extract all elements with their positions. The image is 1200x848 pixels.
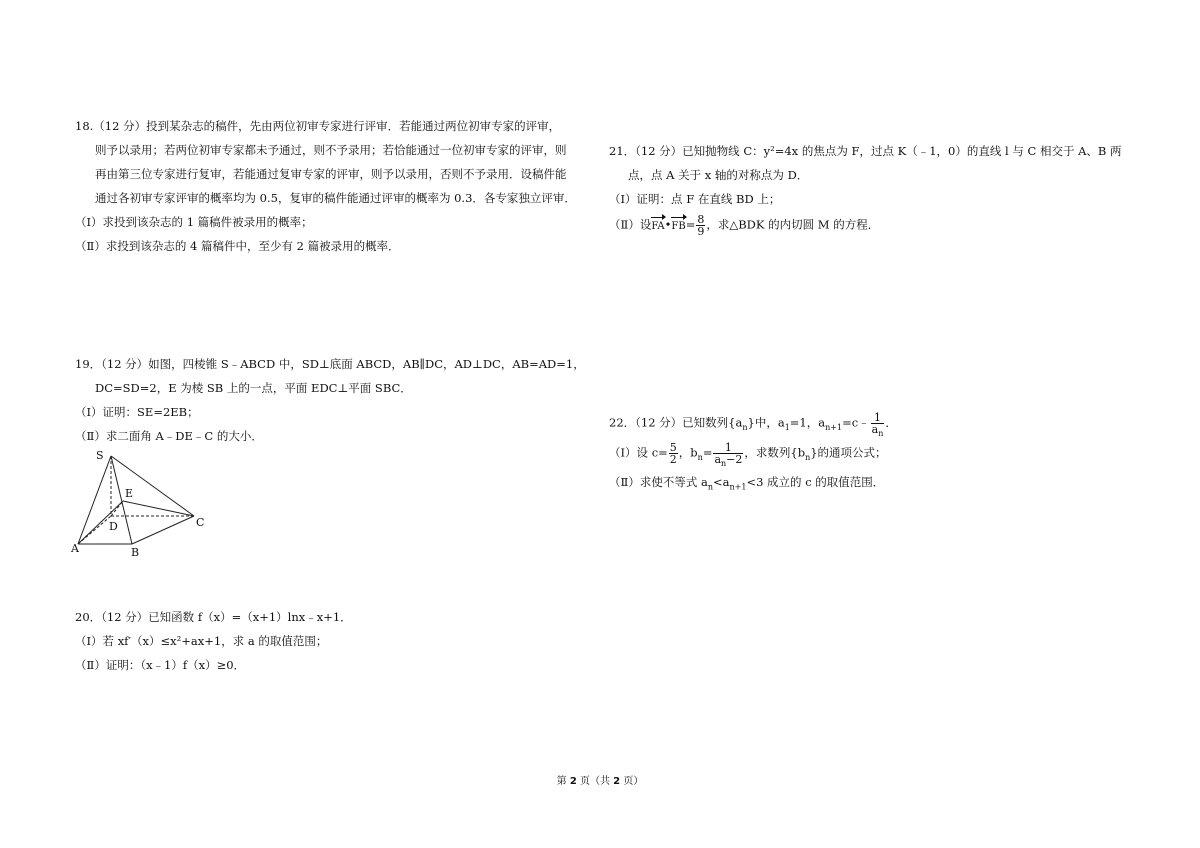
q22-header-prefix: 22．（12 分）已知数列{a — [609, 415, 743, 430]
q19-part-2: （Ⅱ）求二面角 A﹣DE﹣C 的大小． — [75, 429, 263, 443]
fraction-1-over-an — [871, 411, 885, 439]
q20-part-2: （Ⅱ）证明：（x﹣1）f（x）≥0． — [75, 658, 246, 672]
subscript-n: n — [742, 422, 748, 432]
subscript-n: n — [878, 429, 884, 439]
q21-part-2-suffix: ，求△BDK 的内切圆 M 的方程． — [706, 217, 880, 232]
fraction-numerator: 5 — [669, 441, 677, 454]
q22-header-mid2: =1，a — [789, 415, 826, 430]
fraction-5-2 — [669, 442, 678, 465]
label-E: E — [125, 487, 134, 500]
label-B: B — [131, 546, 140, 559]
page-footer — [0, 772, 1200, 787]
q18-part-1: （Ⅰ）求投到该杂志的 1 篇稿件被录用的概率； — [75, 215, 313, 229]
vector-FA: FA — [651, 216, 664, 235]
fraction-numerator: 1 — [871, 412, 885, 424]
denominator-minus-2: −2 — [726, 453, 743, 466]
fraction-denominator — [713, 453, 743, 469]
q22-part-2-prefix: （Ⅱ）求使不等式 a — [609, 475, 708, 489]
vector-FB: FB — [671, 216, 685, 235]
dot-operator: • — [664, 217, 672, 232]
q21-part-1: （Ⅰ）证明：点 F 在直线 BD 上； — [609, 192, 781, 206]
footer-prefix: 第 — [556, 776, 570, 787]
q22-part-2-post: <3 成立的 c 的取值范围． — [746, 475, 885, 489]
q21-part-2-prefix: （Ⅱ）设 — [609, 217, 652, 232]
fraction-8-9 — [696, 214, 705, 237]
equals-sign: = — [685, 217, 696, 232]
q18-header: 18.（12 分）投到某杂志的稿件，先由两位初审专家进行评审．若能通过两位初审专家的评审， — [75, 119, 561, 133]
label-C: C — [196, 516, 205, 529]
q22-header-mid: }中，a — [747, 415, 785, 430]
footer-suffix: 页） — [620, 776, 644, 787]
q21-line-2: 点，点 A 关于 x 轴的对称点为 D． — [628, 168, 809, 182]
footer-total-pages: 2 — [613, 776, 621, 787]
q18-line-4: 通过各初审专家评审的概率均为 0.5，复审的稿件能通过评审的概率为 0.3．各专家独立评审． — [95, 191, 576, 205]
fraction-denominator: 9 — [697, 225, 705, 238]
q22-part-1-end: }的通项公式； — [810, 445, 887, 460]
q22-header — [609, 411, 897, 439]
fraction-1-over-an-minus-2 — [713, 441, 743, 469]
q21-header: 21．（12 分）已知抛物线 C：y²=4x 的焦点为 F，过点 K（﹣1，0）的直线 l 与 C 相交于 A、B 两 — [609, 144, 1122, 158]
pyramid-figure — [66, 446, 216, 562]
q22-part-1-mid: ，b — [678, 445, 698, 460]
subscript-n: n — [707, 482, 713, 492]
subscript-n-plus-1: n+1 — [729, 482, 747, 492]
denominator-a: a — [714, 453, 722, 466]
q19-line-2: DC=SD=2，E 为棱 SB 上的一点，平面 EDC⊥平面 SBC． — [95, 381, 412, 395]
footer-middle: 页（共 — [576, 776, 614, 787]
q18-line-2: 则予以录用；若两位初审专家都未予通过，则不予录用；若恰能通过一位初审专家的评审，则 — [95, 143, 567, 157]
subscript-n: n — [697, 452, 703, 462]
q20-header: 20．（12 分）已知函数 f（x）=（x+1）lnx﹣x+1． — [75, 610, 352, 624]
subscript-1: 1 — [784, 422, 790, 432]
label-A: A — [71, 542, 79, 555]
q19-header: 19．（12 分）如图，四棱锥 S﹣ABCD 中，SD⊥底面 ABCD，AB∥DC，AD⊥DC，AB=AD=1， — [75, 357, 585, 371]
q18-line-3: 再由第三位专家进行复审，若能通过复审专家的评审，则予以录用，否则不予录用．设稿件能 — [95, 167, 567, 181]
q22-part-2-mid: <a — [712, 475, 730, 489]
q22-part-1-post: ，求数列{b — [744, 445, 806, 460]
fraction-denominator: 2 — [669, 453, 677, 466]
label-S: S — [96, 449, 104, 462]
fraction-numerator: 1 — [713, 442, 743, 454]
q22-header-end: ． — [885, 415, 897, 430]
q22-part-1 — [609, 441, 887, 469]
q19-part-1: （Ⅰ）证明：SE=2EB； — [75, 405, 199, 419]
denominator-a: a — [871, 423, 879, 436]
q22-part-1-eq: = — [702, 445, 713, 460]
q20-part-1: （Ⅰ）若 xf′（x）≤x²+ax+1，求 a 的取值范围； — [75, 634, 328, 648]
footer-page-number: 2 — [569, 776, 577, 787]
subscript-n: n — [805, 452, 811, 462]
label-D: D — [109, 520, 118, 533]
q22-header-mid3: =c﹣ — [842, 415, 870, 430]
fraction-denominator — [871, 423, 885, 439]
subscript-n: n — [721, 459, 727, 469]
q22-part-2 — [609, 474, 884, 490]
fraction-numerator: 8 — [697, 213, 705, 226]
q21-part-2 — [609, 214, 879, 237]
subscript-n-plus-1: n+1 — [825, 422, 843, 432]
q22-part-1-prefix: （Ⅰ）设 c= — [609, 445, 668, 460]
q18-part-2: （Ⅱ）求投到该杂志的 4 篇稿件中，至少有 2 篇被录用的概率． — [75, 239, 400, 253]
